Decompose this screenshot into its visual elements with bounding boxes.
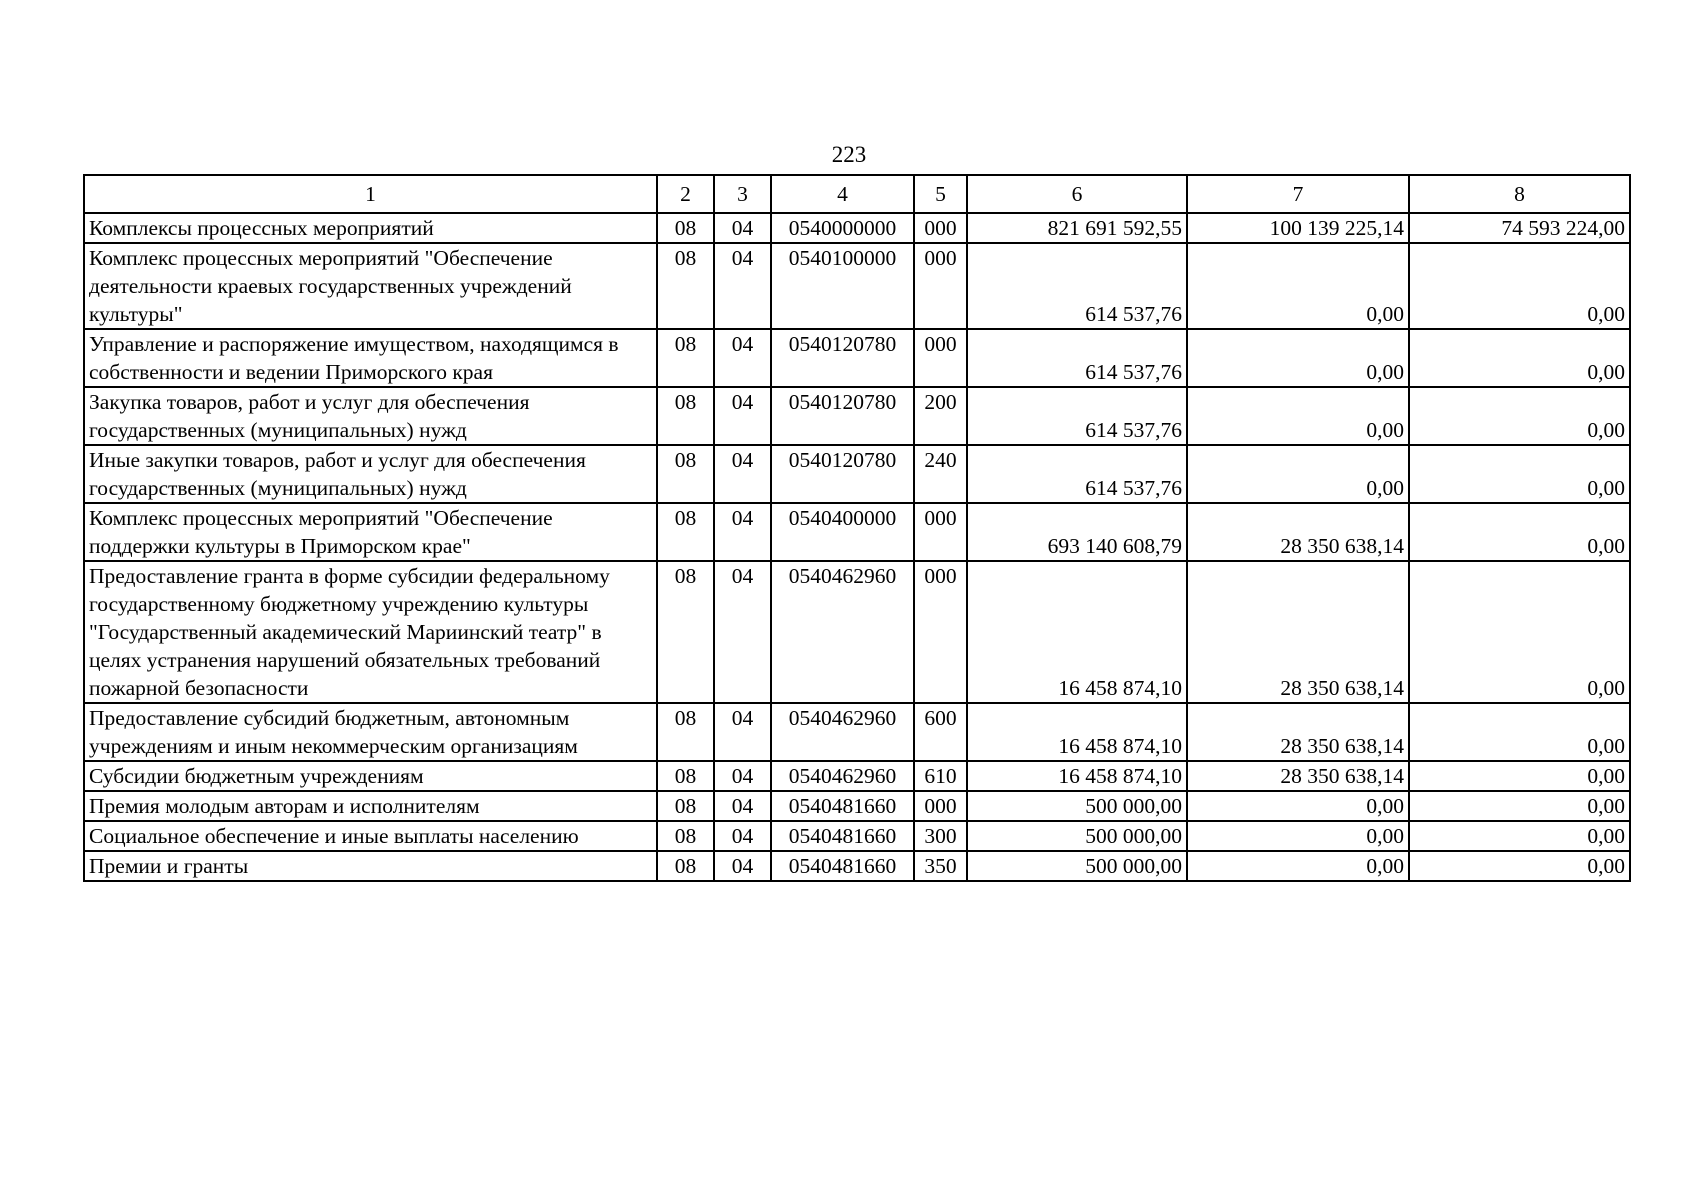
amount-col8-cell: 0,00 xyxy=(1409,445,1630,503)
target-article-cell: 0540481660 xyxy=(771,791,914,821)
row-name-cell: Премия молодым авторам и исполнителям xyxy=(84,791,657,821)
amount-col6-cell: 693 140 608,79 xyxy=(967,503,1187,561)
amount-col7-cell: 0,00 xyxy=(1187,821,1409,851)
amount-col7-cell: 0,00 xyxy=(1187,445,1409,503)
column-header: 8 xyxy=(1409,175,1630,213)
subsection-code-cell: 04 xyxy=(714,791,771,821)
table-row xyxy=(84,503,1630,561)
amount-col6-cell: 16 458 874,10 xyxy=(967,703,1187,761)
section-code-cell: 08 xyxy=(657,851,714,881)
amount-col7-cell: 0,00 xyxy=(1187,387,1409,445)
amount-col6-cell: 16 458 874,10 xyxy=(967,561,1187,703)
subsection-code-cell: 04 xyxy=(714,213,771,243)
expense-type-cell: 000 xyxy=(914,243,967,329)
amount-col7-cell: 0,00 xyxy=(1187,851,1409,881)
table-row xyxy=(84,761,1630,791)
amount-col8-cell: 0,00 xyxy=(1409,851,1630,881)
expense-type-cell: 000 xyxy=(914,791,967,821)
table-row xyxy=(84,387,1630,445)
column-header: 2 xyxy=(657,175,714,213)
row-name-cell: Предоставление гранта в форме субсидии федеральному государственному бюджетному учреждению культуры "Государственный академический Мариинский театр" в целях устранения нарушений обязательных требований пожарной безопасности xyxy=(84,561,657,703)
section-code-cell: 08 xyxy=(657,445,714,503)
table-row xyxy=(84,703,1630,761)
table-row xyxy=(84,243,1630,329)
amount-col8-cell: 0,00 xyxy=(1409,791,1630,821)
subsection-code-cell: 04 xyxy=(714,561,771,703)
section-code-cell: 08 xyxy=(657,213,714,243)
row-name-cell: Иные закупки товаров, работ и услуг для обеспечения государственных (муниципальных) нужд xyxy=(84,445,657,503)
row-name-cell: Предоставление субсидий бюджетным, автономным учреждениям и иным некоммерческим организациям xyxy=(84,703,657,761)
subsection-code-cell: 04 xyxy=(714,503,771,561)
amount-col6-cell: 614 537,76 xyxy=(967,329,1187,387)
amount-col6-cell: 16 458 874,10 xyxy=(967,761,1187,791)
amount-col6-cell: 500 000,00 xyxy=(967,851,1187,881)
amount-col8-cell: 0,00 xyxy=(1409,761,1630,791)
column-header: 5 xyxy=(914,175,967,213)
row-name-cell: Управление и распоряжение имуществом, находящимся в собственности и ведении Приморского края xyxy=(84,329,657,387)
expense-type-cell: 200 xyxy=(914,387,967,445)
amount-col7-cell: 28 350 638,14 xyxy=(1187,561,1409,703)
expense-type-cell: 350 xyxy=(914,851,967,881)
amount-col6-cell: 614 537,76 xyxy=(967,445,1187,503)
section-code-cell: 08 xyxy=(657,703,714,761)
expense-type-cell: 240 xyxy=(914,445,967,503)
section-code-cell: 08 xyxy=(657,329,714,387)
amount-col8-cell: 0,00 xyxy=(1409,561,1630,703)
target-article-cell: 0540120780 xyxy=(771,445,914,503)
section-code-cell: 08 xyxy=(657,243,714,329)
target-article-cell: 0540462960 xyxy=(771,561,914,703)
row-name-cell: Комплексы процессных мероприятий xyxy=(84,213,657,243)
subsection-code-cell: 04 xyxy=(714,703,771,761)
table-header-row xyxy=(84,175,1630,213)
amount-col6-cell: 500 000,00 xyxy=(967,821,1187,851)
amount-col7-cell: 0,00 xyxy=(1187,791,1409,821)
target-article-cell: 0540481660 xyxy=(771,851,914,881)
amount-col7-cell: 28 350 638,14 xyxy=(1187,761,1409,791)
subsection-code-cell: 04 xyxy=(714,761,771,791)
expense-type-cell: 000 xyxy=(914,213,967,243)
target-article-cell: 0540481660 xyxy=(771,821,914,851)
expense-type-cell: 000 xyxy=(914,329,967,387)
expense-type-cell: 300 xyxy=(914,821,967,851)
subsection-code-cell: 04 xyxy=(714,445,771,503)
target-article-cell: 0540120780 xyxy=(771,387,914,445)
subsection-code-cell: 04 xyxy=(714,329,771,387)
target-article-cell: 0540462960 xyxy=(771,761,914,791)
amount-col8-cell: 0,00 xyxy=(1409,387,1630,445)
section-code-cell: 08 xyxy=(657,387,714,445)
expense-type-cell: 000 xyxy=(914,561,967,703)
row-name-cell: Премии и гранты xyxy=(84,851,657,881)
section-code-cell: 08 xyxy=(657,791,714,821)
table-row xyxy=(84,445,1630,503)
amount-col7-cell: 28 350 638,14 xyxy=(1187,703,1409,761)
column-header: 6 xyxy=(967,175,1187,213)
table-row xyxy=(84,821,1630,851)
row-name-cell: Комплекс процессных мероприятий "Обеспечение деятельности краевых государственных учреждений культуры" xyxy=(84,243,657,329)
amount-col8-cell: 0,00 xyxy=(1409,329,1630,387)
amount-col7-cell: 0,00 xyxy=(1187,329,1409,387)
amount-col7-cell: 28 350 638,14 xyxy=(1187,503,1409,561)
amount-col8-cell: 0,00 xyxy=(1409,503,1630,561)
target-article-cell: 0540100000 xyxy=(771,243,914,329)
table-body xyxy=(84,213,1630,881)
column-header: 4 xyxy=(771,175,914,213)
amount-col8-cell: 0,00 xyxy=(1409,243,1630,329)
subsection-code-cell: 04 xyxy=(714,387,771,445)
target-article-cell: 0540462960 xyxy=(771,703,914,761)
amount-col6-cell: 614 537,76 xyxy=(967,387,1187,445)
section-code-cell: 08 xyxy=(657,761,714,791)
budget-table xyxy=(83,174,1631,882)
expense-type-cell: 600 xyxy=(914,703,967,761)
row-name-cell: Субсидии бюджетным учреждениям xyxy=(84,761,657,791)
table-row xyxy=(84,329,1630,387)
column-header: 1 xyxy=(84,175,657,213)
section-code-cell: 08 xyxy=(657,561,714,703)
column-header: 7 xyxy=(1187,175,1409,213)
amount-col6-cell: 614 537,76 xyxy=(967,243,1187,329)
amount-col6-cell: 821 691 592,55 xyxy=(967,213,1187,243)
row-name-cell: Социальное обеспечение и иные выплаты населению xyxy=(84,821,657,851)
subsection-code-cell: 04 xyxy=(714,821,771,851)
target-article-cell: 0540000000 xyxy=(771,213,914,243)
amount-col8-cell: 0,00 xyxy=(1409,703,1630,761)
target-article-cell: 0540400000 xyxy=(771,503,914,561)
table-row xyxy=(84,213,1630,243)
page-number: 223 xyxy=(831,142,867,167)
section-code-cell: 08 xyxy=(657,503,714,561)
amount-col6-cell: 500 000,00 xyxy=(967,791,1187,821)
section-code-cell: 08 xyxy=(657,821,714,851)
subsection-code-cell: 04 xyxy=(714,243,771,329)
table-row xyxy=(84,851,1630,881)
table-row xyxy=(84,561,1630,703)
target-article-cell: 0540120780 xyxy=(771,329,914,387)
row-name-cell: Комплекс процессных мероприятий "Обеспечение поддержки культуры в Приморском крае" xyxy=(84,503,657,561)
expense-type-cell: 610 xyxy=(914,761,967,791)
amount-col7-cell: 100 139 225,14 xyxy=(1187,213,1409,243)
column-header: 3 xyxy=(714,175,771,213)
amount-col7-cell: 0,00 xyxy=(1187,243,1409,329)
subsection-code-cell: 04 xyxy=(714,851,771,881)
table-row xyxy=(84,791,1630,821)
expense-type-cell: 000 xyxy=(914,503,967,561)
amount-col8-cell: 0,00 xyxy=(1409,821,1630,851)
row-name-cell: Закупка товаров, работ и услуг для обеспечения государственных (муниципальных) нужд xyxy=(84,387,657,445)
amount-col8-cell: 74 593 224,00 xyxy=(1409,213,1630,243)
